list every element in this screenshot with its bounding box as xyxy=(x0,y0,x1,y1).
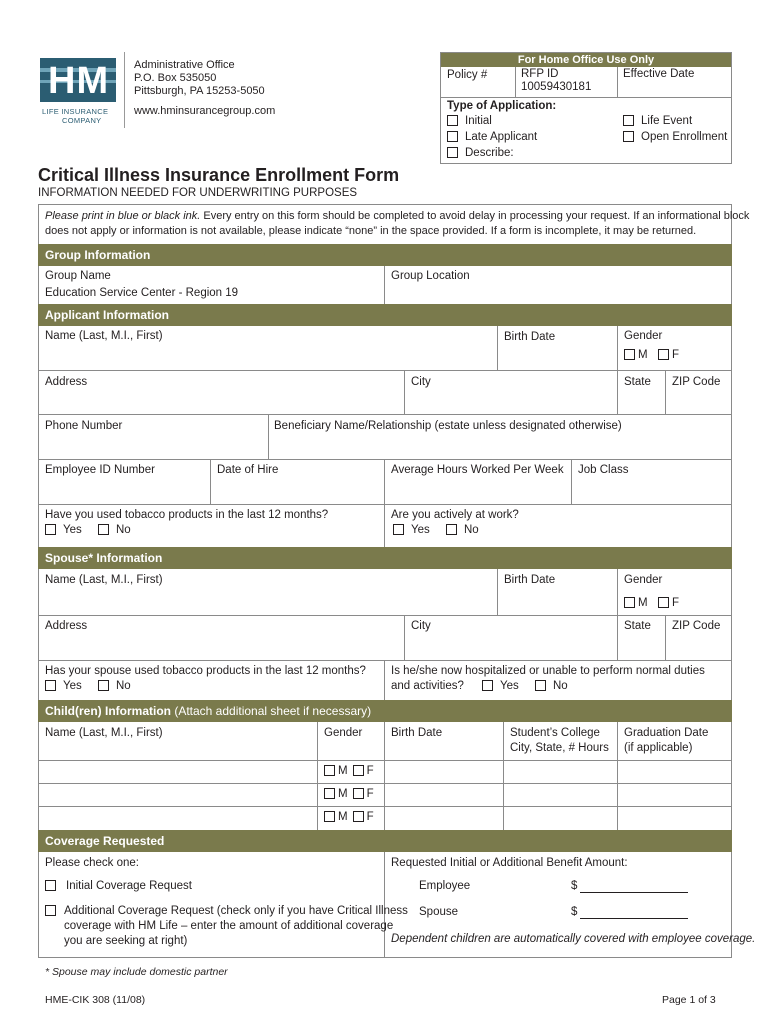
logo-subtitle: LIFE INSURANCE xyxy=(42,107,109,116)
job-class-label: Job Class xyxy=(578,464,629,476)
hospitalized-yes[interactable]: Yes xyxy=(482,680,519,692)
initial-coverage-option[interactable]: Initial Coverage Request xyxy=(45,880,192,892)
employee-amount-field[interactable] xyxy=(580,892,688,893)
spouse-info-header: Spouse* Information xyxy=(38,547,732,569)
group-info-header: Group Information xyxy=(38,244,732,266)
child-college-label: Student’s College xyxy=(510,727,600,739)
describe-checkbox[interactable] xyxy=(447,147,458,158)
child-3-m-checkbox[interactable] xyxy=(324,811,335,822)
late-applicant-checkbox[interactable] xyxy=(447,131,458,142)
spouse-address-label: Address xyxy=(45,620,88,632)
child-name-label: Name (Last, M.I., First) xyxy=(45,727,163,739)
type-of-application-label: Type of Application: xyxy=(447,100,557,112)
employee-id-label: Employee ID Number xyxy=(45,464,155,476)
spouse-state-label: State xyxy=(624,620,651,632)
logo-subtitle-2: COMPANY xyxy=(62,116,102,125)
spouse-m-checkbox[interactable] xyxy=(624,597,635,608)
spouse-tobacco-no[interactable]: No xyxy=(98,680,131,692)
applicant-gender-label: Gender xyxy=(624,330,663,342)
spouse-name-label: Name (Last, M.I., First) xyxy=(45,574,163,586)
active-no[interactable]: No xyxy=(446,524,479,536)
spouse-zip-label: ZIP Code xyxy=(672,620,721,632)
child-1-f-checkbox[interactable] xyxy=(353,765,364,776)
type-initial-option[interactable]: Initial xyxy=(447,115,492,127)
applicant-city-label: City xyxy=(411,376,431,388)
employee-dollar: $ xyxy=(571,880,578,892)
open-enrollment-checkbox[interactable] xyxy=(623,131,634,142)
type-open-enrollment-option[interactable]: Open Enrollment xyxy=(623,131,727,143)
active-yes-checkbox[interactable] xyxy=(393,524,404,535)
life-event-checkbox[interactable] xyxy=(623,115,634,126)
group-name-label: Group Name xyxy=(45,270,111,282)
spouse-dollar: $ xyxy=(571,906,578,918)
child-gender-label: Gender xyxy=(324,727,363,739)
address-line-3: Pittsburgh, PA 15253-5050 xyxy=(134,85,265,97)
spouse-tobacco-yes[interactable]: Yes xyxy=(45,680,82,692)
group-location-label: Group Location xyxy=(391,270,470,282)
applicant-tobacco-question: Have you used tobacco products in the last 12 months? xyxy=(45,509,329,521)
active-yes[interactable]: Yes xyxy=(393,524,430,536)
spouse-gender-label: Gender xyxy=(624,574,663,586)
company-logo xyxy=(40,52,116,130)
employee-amount-label: Employee xyxy=(419,880,471,892)
child-2-f-checkbox[interactable] xyxy=(353,788,364,799)
form-id: HME-CIK 308 (11/08) xyxy=(45,994,146,1006)
spouse-amount-label: Spouse xyxy=(419,906,459,918)
address-line-2: P.O. Box 535050 xyxy=(134,72,217,84)
type-describe-option[interactable]: Describe: xyxy=(447,147,514,159)
applicant-zip-label: ZIP Code xyxy=(672,376,721,388)
type-late-option[interactable]: Late Applicant xyxy=(447,131,537,143)
dependent-note: Dependent children are automatically covered with employee coverage. xyxy=(391,933,756,945)
spouse-f-checkbox[interactable] xyxy=(658,597,669,608)
website-link[interactable]: www.hminsurancegroup.com xyxy=(134,105,276,117)
child-2-m-checkbox[interactable] xyxy=(324,788,335,799)
active-no-checkbox[interactable] xyxy=(446,524,457,535)
form-subtitle: INFORMATION NEEDED FOR UNDERWRITING PURPOSES xyxy=(38,187,358,199)
children-info-header: Child(ren) Information (Attach additional sheet if necessary) xyxy=(38,700,732,722)
benefit-amount-label: Requested Initial or Additional Benefit Amount: xyxy=(391,857,628,869)
child-grad-label: Graduation Date xyxy=(624,727,709,739)
tobacco-yes-checkbox[interactable] xyxy=(45,524,56,535)
spouse-birth-label: Birth Date xyxy=(504,574,556,586)
beneficiary-label: Beneficiary Name/Relationship (estate unless designated otherwise) xyxy=(274,420,622,432)
child-1-m-checkbox[interactable] xyxy=(324,765,335,776)
hospitalized-question: Is he/she now hospitalized or unable to perform normal duties xyxy=(391,665,705,677)
child-grad-label-2: (if applicable) xyxy=(624,742,693,754)
hospitalized-yes-checkbox[interactable] xyxy=(482,680,493,691)
spouse-gender-m[interactable]: M xyxy=(624,597,648,609)
hospitalized-question-2: and activities? xyxy=(391,680,464,692)
hospitalized-no-checkbox[interactable] xyxy=(535,680,546,691)
rfp-value: 10059430181 xyxy=(521,81,592,93)
child-college-label-2: City, State, # Hours xyxy=(510,742,609,754)
applicant-tobacco-yes[interactable]: Yes xyxy=(45,524,82,536)
spouse-amount-field[interactable] xyxy=(580,918,688,919)
additional-coverage-line-3: you are seeking at right) xyxy=(64,935,188,947)
additional-coverage-option[interactable]: Additional Coverage Request (check only if you have Critical Illness xyxy=(45,905,408,917)
tobacco-no-checkbox[interactable] xyxy=(98,524,109,535)
please-check-one-label: Please check one: xyxy=(45,857,139,869)
address-line-1: Administrative Office xyxy=(134,59,235,71)
applicant-info-header: Applicant Information xyxy=(38,304,732,326)
initial-coverage-checkbox[interactable] xyxy=(45,880,56,891)
spouse-city-label: City xyxy=(411,620,431,632)
page-number: Page 1 of 3 xyxy=(662,994,716,1006)
group-name-value: Education Service Center - Region 19 xyxy=(45,287,239,299)
applicant-gender-m[interactable]: M xyxy=(624,349,648,361)
additional-coverage-line-2: coverage with HM Life – enter the amount of additional coverage xyxy=(64,920,394,932)
applicant-tobacco-no[interactable]: No xyxy=(98,524,131,536)
logo-text: HM xyxy=(48,60,110,102)
spouse-gender-f[interactable]: F xyxy=(658,597,679,609)
office-use-title: For Home Office Use Only xyxy=(441,53,731,67)
instructions-line-2: does not apply or information is not available, please indicate “none” in the space provided. If a form is incomplete, it may be returned. xyxy=(45,225,697,237)
hospitalized-no[interactable]: No xyxy=(535,680,568,692)
additional-coverage-checkbox[interactable] xyxy=(45,905,56,916)
applicant-f-checkbox[interactable] xyxy=(658,349,669,360)
spouse-tobacco-question: Has your spouse used tobacco products in the last 12 months? xyxy=(45,665,366,677)
effective-date-label: Effective Date xyxy=(623,68,695,80)
type-life-event-option[interactable]: Life Event xyxy=(623,115,692,127)
child-birth-label: Birth Date xyxy=(391,727,443,739)
spouse-tobacco-yes-checkbox[interactable] xyxy=(45,680,56,691)
child-3-f-checkbox[interactable] xyxy=(353,811,364,822)
applicant-birth-label: Birth Date xyxy=(504,331,556,343)
date-of-hire-label: Date of Hire xyxy=(217,464,279,476)
spouse-footnote: * Spouse may include domestic partner xyxy=(45,966,228,978)
child-2-gender[interactable]: M F xyxy=(324,788,374,800)
coverage-header: Coverage Requested xyxy=(38,830,732,852)
spouse-tobacco-no-checkbox[interactable] xyxy=(98,680,109,691)
policy-label: Policy # xyxy=(447,69,488,81)
child-1-gender[interactable]: M F xyxy=(324,765,374,777)
instructions: Please print in blue or black ink. Every entry on this form should be completed to avoid delay in processing your request. If an informational block xyxy=(45,210,750,222)
applicant-phone-label: Phone Number xyxy=(45,420,123,432)
child-3-gender[interactable]: M F xyxy=(324,811,374,823)
form-title: Critical Illness Insurance Enrollment Form xyxy=(38,165,400,185)
initial-checkbox[interactable] xyxy=(447,115,458,126)
applicant-name-label: Name (Last, M.I., First) xyxy=(45,330,163,342)
office-use-box xyxy=(440,52,732,164)
applicant-gender-f[interactable]: F xyxy=(658,349,679,361)
rfp-label: RFP ID xyxy=(521,68,559,80)
applicant-state-label: State xyxy=(624,376,651,388)
applicant-m-checkbox[interactable] xyxy=(624,349,635,360)
active-at-work-question: Are you actively at work? xyxy=(391,509,519,521)
applicant-address-label: Address xyxy=(45,376,88,388)
avg-hours-label: Average Hours Worked Per Week xyxy=(391,464,564,476)
